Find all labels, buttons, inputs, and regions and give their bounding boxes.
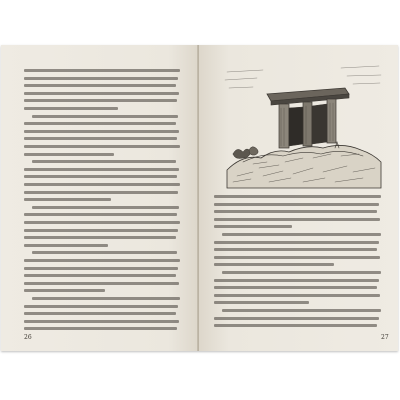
text-line (222, 271, 381, 274)
text-line (222, 309, 381, 312)
text-line (24, 236, 176, 239)
text-line (32, 115, 178, 118)
text-line (32, 297, 180, 300)
text-line (214, 241, 379, 244)
text-line (32, 160, 176, 163)
right-page-text-block (199, 45, 398, 351)
text-line (214, 256, 380, 259)
text-line (24, 282, 179, 285)
text-line (24, 175, 177, 178)
text-line (214, 294, 380, 297)
text-line (214, 324, 377, 327)
text-line (32, 251, 177, 254)
text-line (24, 183, 180, 186)
text-line (214, 218, 380, 221)
text-line (24, 244, 108, 247)
text-line (24, 289, 105, 292)
text-line (24, 92, 179, 95)
right-page (199, 45, 398, 351)
text-line (214, 203, 379, 206)
text-line (214, 279, 379, 282)
text-line (24, 84, 176, 87)
text-line (24, 198, 111, 201)
text-line (24, 259, 180, 262)
text-line (24, 274, 176, 277)
text-line (24, 122, 176, 125)
text-line (24, 69, 180, 72)
text-line (214, 301, 309, 304)
text-line (24, 229, 178, 232)
text-line (24, 77, 178, 80)
text-line (24, 145, 180, 148)
text-line (24, 305, 178, 308)
text-line (24, 107, 118, 110)
text-line (24, 312, 176, 315)
text-line (214, 248, 377, 251)
text-line (24, 168, 179, 171)
text-line (24, 137, 177, 140)
left-page-number: 26 (24, 334, 32, 341)
text-line (32, 206, 179, 209)
left-page (1, 45, 198, 351)
text-line (24, 327, 177, 330)
text-line (214, 195, 381, 198)
text-line (24, 99, 177, 102)
right-page-number: 27 (381, 334, 389, 341)
text-line (24, 320, 179, 323)
text-line (214, 263, 334, 266)
text-line (222, 233, 381, 236)
text-line (214, 225, 292, 228)
text-line (24, 130, 179, 133)
text-line (24, 213, 177, 216)
book-spread (1, 45, 398, 351)
text-line (214, 286, 377, 289)
text-line (24, 221, 180, 224)
text-line (24, 191, 178, 194)
text-line (24, 153, 114, 156)
text-line (214, 210, 377, 213)
text-line (214, 317, 379, 320)
text-line (24, 267, 178, 270)
left-page-text-block (1, 45, 198, 351)
